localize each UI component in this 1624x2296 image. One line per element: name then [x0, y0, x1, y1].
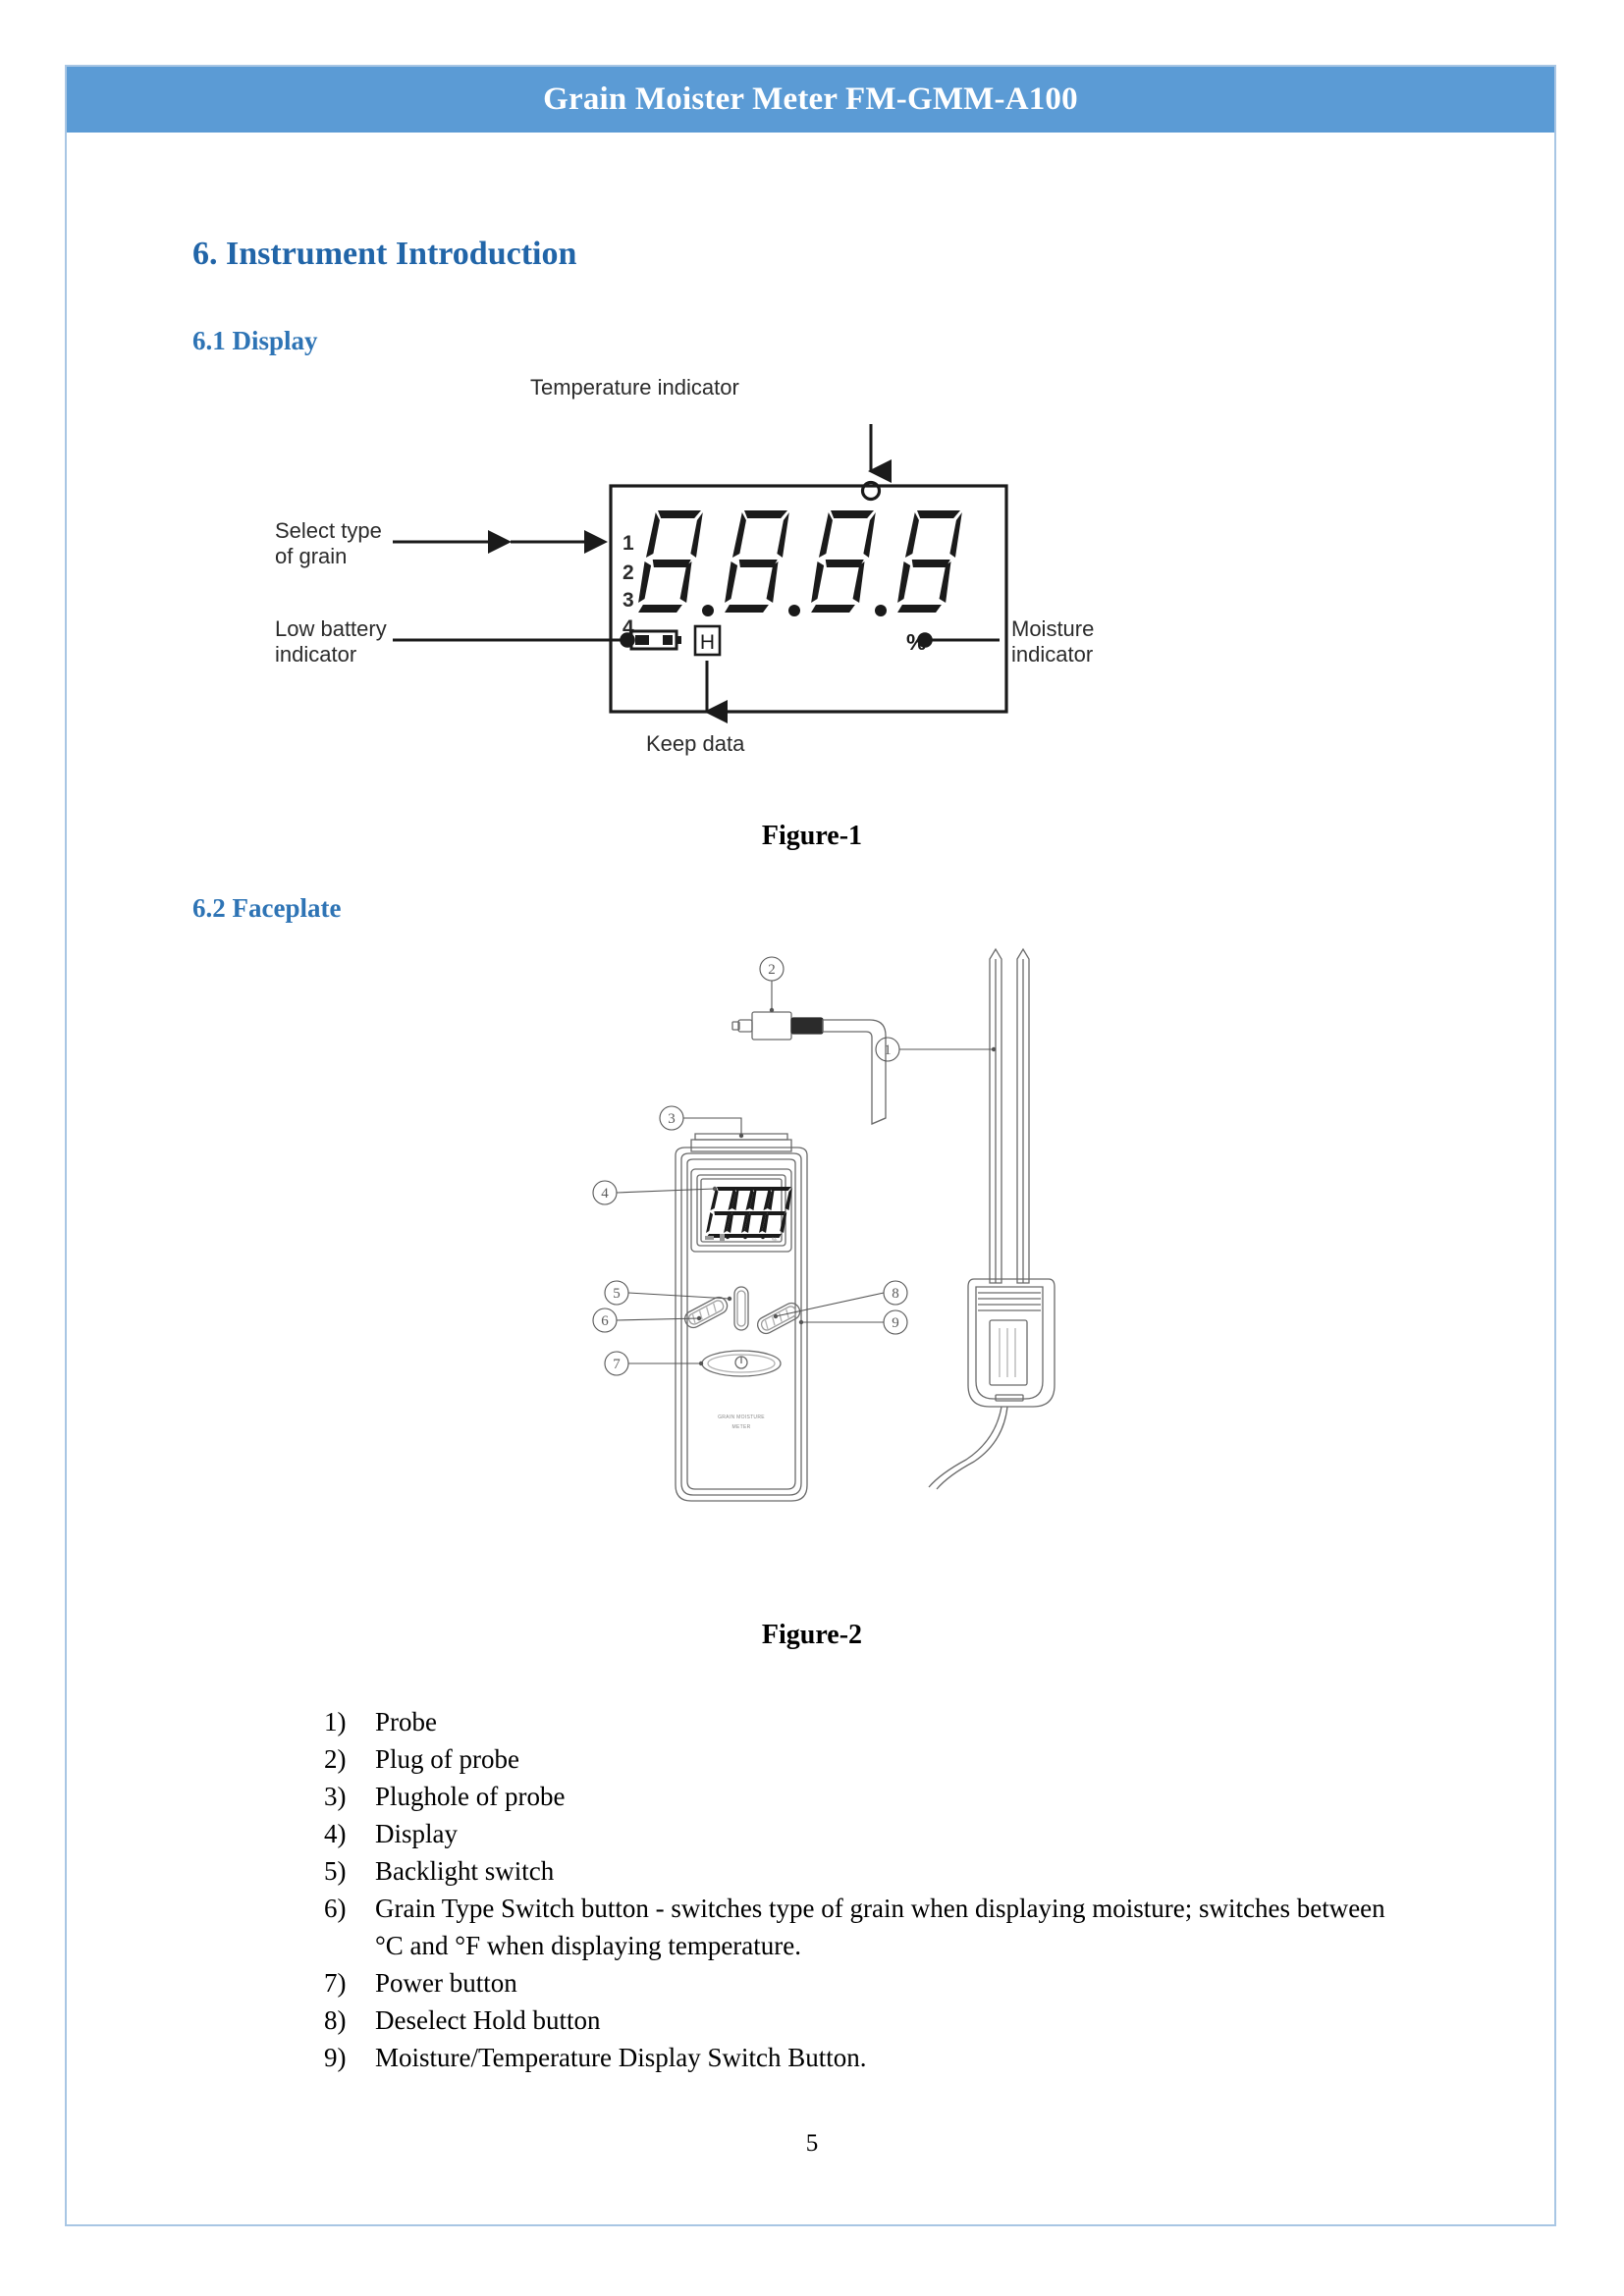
- f2-callout-num-5: 5: [613, 1286, 621, 1302]
- heading-faceplate: 6.2 Faceplate: [192, 893, 342, 923]
- parts-list-item-text: Probe: [375, 1707, 437, 1736]
- f2-callout-num-2: 2: [768, 962, 776, 978]
- f2-plughole: [691, 1134, 791, 1151]
- f1-hold-glyph: H: [699, 631, 716, 654]
- f1-grain-num-4: 4: [623, 616, 634, 639]
- f1-grain-num-1: 1: [623, 532, 634, 555]
- f2-callout-num-8: 8: [892, 1286, 899, 1302]
- parts-list-item: [324, 2002, 1404, 2039]
- parts-list-item-text: Backlight switch: [375, 1856, 555, 1886]
- document-header-banner: [67, 67, 1554, 133]
- f1-label-low-battery-line2: indicator: [275, 642, 357, 667]
- f1-seven-segment-digits: [637, 510, 962, 616]
- parts-list-item-text: Plughole of probe: [375, 1782, 566, 1811]
- f2-callout-num-4: 4: [601, 1186, 609, 1201]
- f1-label-low-battery: [275, 616, 387, 667]
- parts-list-item: [324, 1890, 1404, 1964]
- parts-list: [324, 1703, 1404, 2076]
- f2-device-brand-line2: METER: [731, 1424, 751, 1430]
- heading-instrument-introduction: 6. Instrument Introduction: [192, 236, 577, 272]
- f1-grain-num-3: 3: [623, 589, 634, 612]
- parts-list-item: [324, 1778, 1404, 1815]
- f2-callout-num-3: 3: [668, 1111, 676, 1127]
- f1-keep-data-icon: [695, 626, 720, 655]
- parts-list-item-number: 9): [324, 2043, 347, 2072]
- parts-list-item: [324, 1964, 1404, 2002]
- f1-label-keep-data: Keep data: [646, 731, 745, 756]
- f1-label-temperature-indicator: Temperature indicator: [530, 375, 739, 400]
- f2-callout-num-9: 9: [892, 1315, 899, 1331]
- figure-1-caption: Figure-1: [761, 821, 863, 851]
- f1-label-select-type: [275, 518, 382, 569]
- parts-list-item-text: Deselect Hold button: [375, 2005, 601, 2035]
- parts-list-item-text: Plug of probe: [375, 1744, 519, 1774]
- f2-callout-num-6: 6: [601, 1313, 609, 1329]
- svg-text:%: %: [772, 1238, 778, 1244]
- page-number: 5: [805, 2130, 819, 2157]
- f2-device-brand-line1: GRAIN MOISTURE: [718, 1415, 765, 1420]
- heading-display: 6.1 Display: [192, 326, 318, 355]
- parts-list-item: [324, 1852, 1404, 1890]
- f1-label-select-type-line2: of grain: [275, 544, 348, 568]
- f1-label-select-type-line1: Select type: [275, 518, 382, 543]
- f2-plug: [732, 1012, 886, 1124]
- parts-list-item: [324, 1740, 1404, 1778]
- parts-list-item-text: Power button: [375, 1968, 517, 1998]
- parts-list-item-number: 2): [324, 1744, 347, 1774]
- f2-grain-type-button: [682, 1295, 731, 1331]
- f1-label-moisture: [1011, 616, 1094, 667]
- parts-list-item-text: Moisture/Temperature Display Switch Button.: [375, 2043, 867, 2072]
- figure-2-caption: Figure-2: [761, 1620, 863, 1650]
- f1-label-moisture-line2: indicator: [1011, 642, 1094, 667]
- parts-list-item: [324, 1815, 1404, 1852]
- f1-label-moisture-line1: Moisture: [1011, 616, 1095, 641]
- f2-power-button: [702, 1351, 781, 1376]
- parts-list-item: [324, 1703, 1404, 1740]
- parts-list-item-number: 6): [324, 1894, 347, 1923]
- parts-list-item-number: 4): [324, 1819, 347, 1848]
- f1-percent-glyph: %: [906, 629, 927, 655]
- parts-list-item-number: 8): [324, 2005, 347, 2035]
- f2-probe: [929, 949, 1055, 1489]
- document-title: Grain Moister Meter FM-GMM-A100: [543, 81, 1078, 117]
- f1-label-low-battery-line1: Low battery: [275, 616, 387, 641]
- parts-list-item-number: 3): [324, 1782, 347, 1811]
- parts-list-item-number: 5): [324, 1856, 347, 1886]
- parts-list-item-text: Grain Type Switch button - switches type of grain when displaying moisture; switches between °C and °F when displaying temperature.: [375, 1894, 1385, 1960]
- parts-list-item-number: 1): [324, 1707, 347, 1736]
- parts-list-item-text: Display: [375, 1819, 458, 1848]
- f1-grain-num-2: 2: [623, 561, 634, 584]
- parts-list-item: [324, 2039, 1404, 2076]
- parts-list-item-number: 7): [324, 1968, 347, 1998]
- f1-low-battery-icon: [631, 631, 681, 649]
- f2-callout-num-1: 1: [884, 1042, 892, 1058]
- f2-callout-num-7: 7: [613, 1357, 621, 1372]
- f2-backlight-switch: [734, 1287, 748, 1330]
- figure-2-faceplate-diagram: [589, 928, 1178, 1605]
- figure-1-lcd-display-diagram: [275, 375, 1208, 785]
- f1-grain-type-numbers: [623, 532, 634, 639]
